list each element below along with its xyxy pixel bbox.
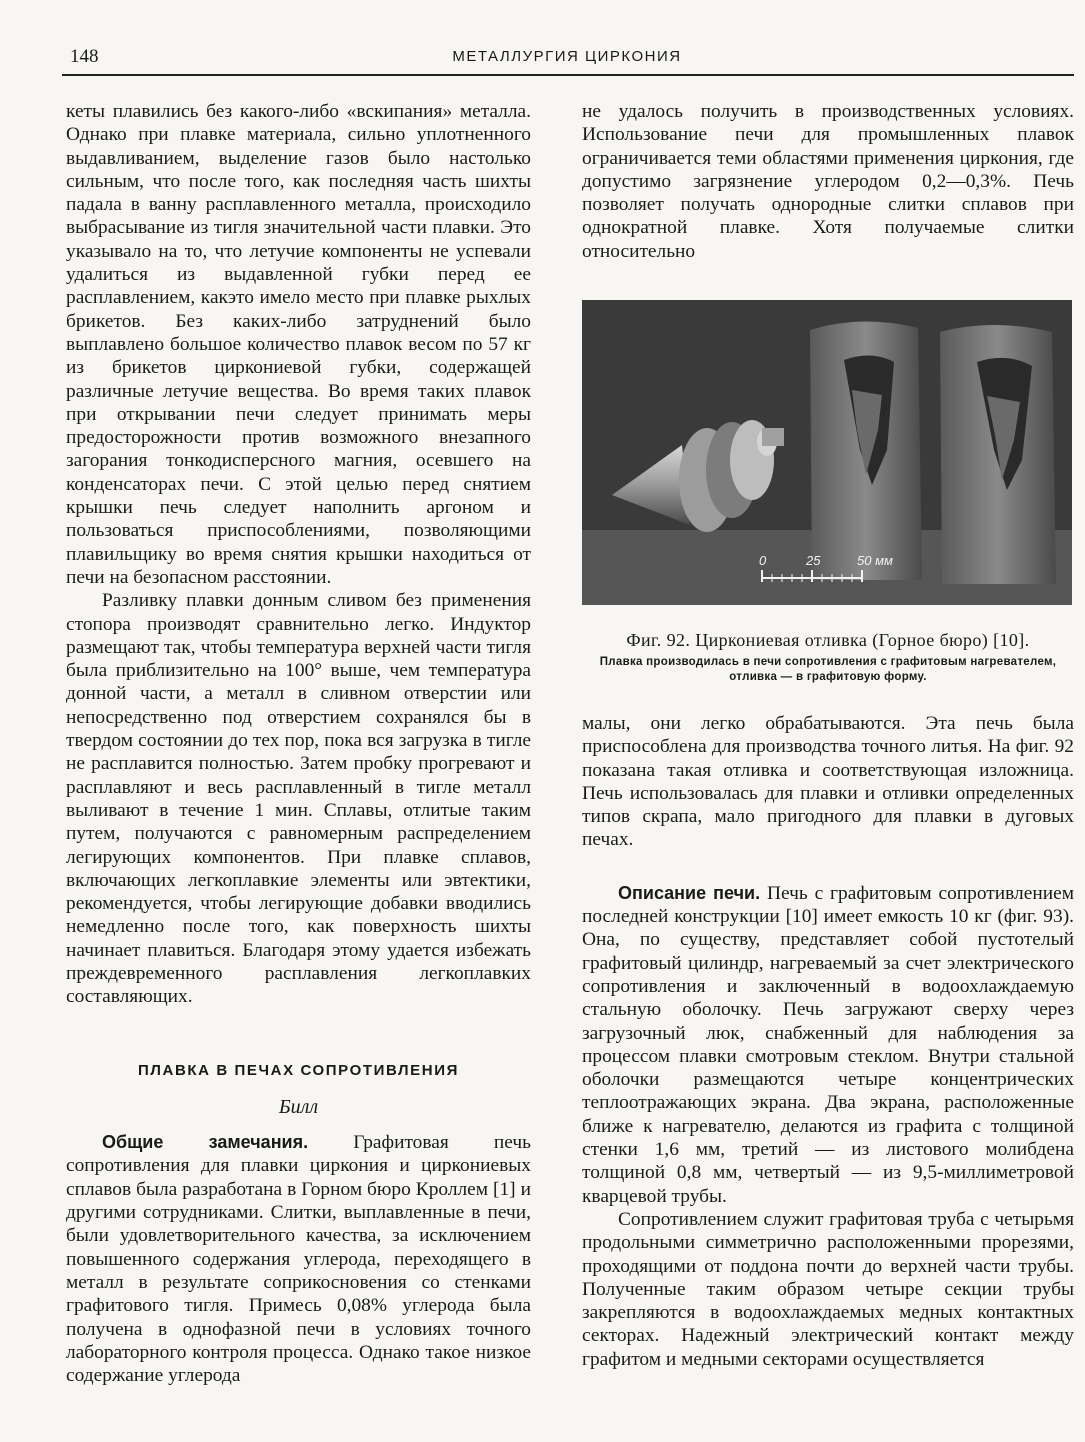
figure-caption-title: Фиг. 92. Циркониевая отливка (Горное бюро) [10]. bbox=[626, 630, 1030, 650]
section-heading: ПЛАВКА В ПЕЧАХ СОПРОТИВЛЕНИЯ bbox=[138, 1061, 459, 1079]
page-header bbox=[62, 44, 1072, 74]
right-column-top bbox=[582, 100, 1074, 263]
left-column bbox=[66, 100, 531, 1387]
scale-label-50: 50 мм bbox=[857, 553, 893, 568]
run-in-heading-description: Описание печи. bbox=[618, 882, 761, 903]
paragraph-right-3-text: Печь с графитовым сопротивлением последней конструкции [10] имеет емкость 10 кг (фиг. 93). Она, по существу, представляет собой пустотелый графитовый цилиндр, нагреваемый за счет электрического сопротивления и заключенный в водоохлаждаемую стальную оболочку. Печь загружают сверху через загрузочный люк, снабженный для наблюдения за процессом плавки смотровым стеклом. Внутри стальной оболочки размещаются четыре концентрических теплоотражающих экрана. Два экрана, расположенные ближе к нагревателю, делаются из графита с толщиной стенки 1,6 мм, третий — из листового молибдена толщиной 0,8 мм, четвертый — из 9,5-миллиметровой кварцевой трубы. bbox=[582, 882, 1074, 1207]
paragraph-left-1: кеты плавились без какого-либо «вскипания» металла. Однако при плавке материала, сильно уплотненного выдавливанием, выделение газов было настолько сильным, что после того, как последняя часть шихты падала в ванну расплавленного металла, происходило выбрасывание из тигля значительной части плавки. Это указывало на то, что летучие компоненты не успевали удалиться из выдавленной губки перед ее расплавлением, какэто имело место при плавке рыхлых брикетов. Без каких-либо затруднений было выплавлено большое количество плавок весом по 57 кг из брикетов циркониевой губки, содержащей различные летучие вещества. Во время таких плавок при открывании печи следует принимать меры предосторожности против возможного внезапного загорания тонкодисперсного магния, осевшего на конденсаторах печи. С этой целью перед снятием крышки печь следует наполнить аргоном и пользоваться приспособлениями, позволяющими плавильщику во время снятия крышки находиться от печи на безопасном расстоянии. bbox=[66, 101, 531, 588]
figure-photo bbox=[582, 300, 1072, 605]
section-author: Билл bbox=[278, 1095, 319, 1118]
running-title: МЕТАЛЛУРГИЯ ЦИРКОНИЯ bbox=[452, 48, 682, 65]
paragraph-right-4: Сопротивлением служит графитовая труба с четырьмя продольными симметрично расположенными прорезями, проходящими от поддона почти до верхней части трубы. Полученные таким образом четыре секции трубы закрепляются в водоохлаждаемых медных контактных секторах. Надежный электрический контакт между графитом и медными секторами осуществляется bbox=[582, 1208, 1074, 1370]
header-rule bbox=[62, 74, 1074, 76]
paragraph-left-2: Разливку плавки донным сливом без применения стопора производят сравнительно легко. Индуктор размещают так, чтобы температура верхней части тигля была приблизительно на 100° выше, чем температура донной части, а металл в сливном отверстии или непосредственно под отверстием сохранялся бы в твердом состоянии до тех пор, пока вся загрузка в тигле не расплавится полностью. Затем пробку прогревают и расплавляют и весь расплавленный в тигле металл выливают в течение 1 мин. Сплавы, отлитые таким путем, получаются с равномерным распределением легирующих компонентов. При плавке сплавов, включающих легкоплавкие элементы или эвтектики, рекомендуется, чтобы легирующие добавки вводились немедленно после того, как поверхность шихты начинает плавиться. Благодаря этому удается избежать преждевременного расплавления легкоплавких составляющих. bbox=[66, 590, 531, 1008]
right-column-bottom bbox=[582, 712, 1074, 1371]
paragraph-right-1: не удалось получить в производственных условиях. Использование печи для промышленных плавок ограничивается теми областями применения циркония, где допустимо загрязнение углеродом 0,2—0,3%. Печь позволяет получать однородные слитки сплавов при однократной плавке. Хотя получаемые слитки относительно bbox=[582, 101, 1074, 262]
scale-label-0: 0 bbox=[759, 553, 767, 568]
paragraph-right-2: малы, они легко обрабатываются. Эта печь была приспособлена для производства точного литья. На фиг. 92 показана такая отливка и соответствующая изложница. Печь использовалась для плавки и отливки определенных типов скрапа, мало пригодного для плавки в дуговых печах. bbox=[582, 713, 1074, 851]
figure-caption-text: Плавка производилась в печи сопротивления с графитовым нагревателем, отливка — в графитовую форму. bbox=[599, 656, 1057, 683]
paragraph-left-3-text: Графитовая печь сопротивления для плавки циркония и циркониевых сплавов была разработана в Горном бюро Кроллем [1] и другими сотрудниками. Слитки, выплавленные в печи, были удовлетворительного качества, за исключением повышенного содержания углерода, переходящего в металл в результате соприкосновения со стенками графитового тигля. Примесь 0,08% углерода была получена в однофазной печи в условиях точного лабораторного контроля процесса. Однако такое низкое содержание углерода bbox=[66, 1132, 531, 1387]
run-in-heading-general: Общие замечания. bbox=[102, 1132, 309, 1153]
scale-label-25: 25 bbox=[806, 553, 821, 568]
page-number: 148 bbox=[70, 46, 99, 67]
paragraph-left-3 bbox=[66, 1131, 531, 1387]
paragraph-right-3 bbox=[582, 882, 1074, 1208]
casting-photo-image bbox=[582, 300, 1072, 605]
